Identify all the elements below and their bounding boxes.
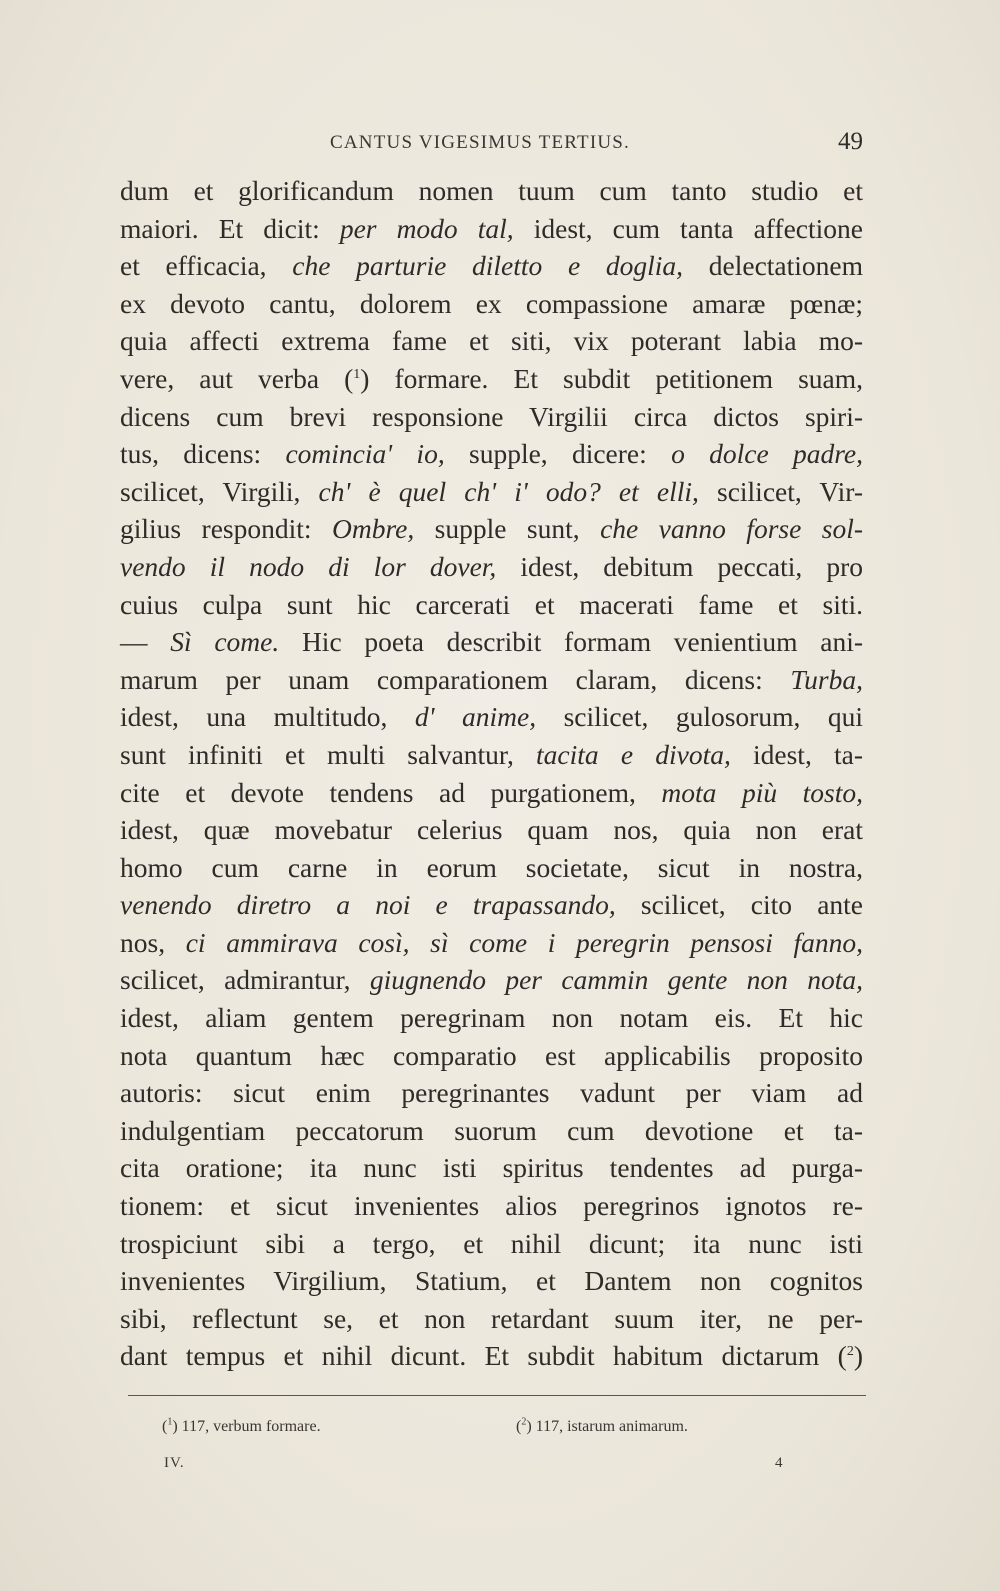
- text-line: maiori. Et dicit: per modo tal, idest, cum tanta affectione: [120, 212, 863, 244]
- text-line: homo cum carne in eorum societate, sicut in nostra,: [120, 851, 863, 883]
- footnote-ref: 2: [846, 1344, 854, 1360]
- text-line: autoris: sicut enim peregrinantes vadunt per viam ad: [120, 1077, 863, 1109]
- text-line: ex devoto cantu, dolorem ex compassione amaræ pœnæ;: [120, 287, 863, 319]
- text-line: vendo il nodo di lor dover, idest, debitum peccati, pro: [120, 550, 863, 582]
- text-line: nota quantum hæc comparatio est applicabilis proposito: [120, 1039, 863, 1071]
- text-line: quia affecti extrema fame et siti, vix poterant labia mo-: [120, 325, 863, 357]
- text-line: scilicet, admirantur, giugnendo per cammin gente non nota,: [120, 964, 863, 996]
- text-line: trospiciunt sibi a tergo, et nihil dicunt; ita nunc isti: [120, 1227, 863, 1259]
- text-line: gilius respondit: Ombre, supple sunt, che vanno forse sol-: [120, 513, 863, 545]
- text-line: nos, ci ammirava così, sì come i peregrin pensosi fanno,: [120, 926, 864, 958]
- gathering-signature: IV.: [164, 1455, 185, 1471]
- text-line: indulgentiam peccatorum suorum cum devotione et ta-: [120, 1114, 863, 1146]
- text-line: scilicet, Virgili, ch' è quel ch' i' odo? et elli, scilicet, Vir-: [120, 475, 863, 507]
- footnote-1: ($^1$) 117, verbum formare.: [162, 1416, 321, 1435]
- text-line: idest, quæ movebatur celerius quam nos, quia non erat: [120, 814, 863, 846]
- text-line: dum et glorificandum nomen tuum cum tanto studio et: [120, 175, 863, 206]
- footnote-divider: [128, 1395, 866, 1396]
- page-header: [120, 128, 863, 168]
- text-line: sunt infiniti et multi salvantur, tacita e divota, idest, ta-: [120, 738, 864, 770]
- text-line: — Sì come. Hic poeta describit formam venientium ani-: [120, 626, 864, 658]
- text-line: sibi, reflectunt se, et non retardant suum iter, ne per-: [120, 1302, 863, 1334]
- text-line: idest, una multitudo, d' anime, scilicet, gulosorum, qui: [120, 701, 863, 733]
- text-line: vere, aut verba ($^1$) formare. Et subdit petitionem suam,: [120, 362, 863, 394]
- text-line: dicens cum brevi responsione Virgilii circa dictos spiri-: [120, 400, 863, 432]
- page-number: 49: [838, 128, 863, 155]
- running-head: CANTUS VIGESIMUS TERTIUS.: [330, 132, 630, 153]
- text-line: et efficacia, che parturie diletto e doglia, delectationem: [120, 250, 864, 282]
- main-text: [120, 172, 863, 1375]
- text-line: marum per unam comparationem claram, dicens: Turba,: [120, 663, 863, 695]
- text-line: invenientes Virgilium, Statium, et Dantem non cognitos: [120, 1265, 863, 1297]
- text-line: idest, aliam gentem peregrinam non notam eis. Et hic: [120, 1002, 863, 1034]
- text-line: cite et devote tendens ad purgationem, mota più tosto,: [120, 776, 864, 808]
- text-line: dant tempus et nihil dicunt. Et subdit habitum dictarum ($^2$): [120, 1340, 863, 1372]
- text-line: venendo diretro a noi e trapassando, scilicet, cito ante: [120, 889, 864, 921]
- text-line: tus, dicens: comincia' io, supple, dicere: o dolce padre,: [120, 438, 863, 470]
- footnote-ref: 1: [353, 366, 361, 382]
- text-line: cita oratione; ita nunc isti spiritus tendentes ad purga-: [120, 1152, 863, 1184]
- text-line: cuius culpa sunt hic carcerati et macerati fame et siti.: [120, 588, 863, 620]
- footnote-2: ($^2$) 117, istarum animarum.: [516, 1416, 688, 1435]
- text-line: tionem: et sicut invenientes alios peregrinos ignotos re-: [120, 1190, 863, 1222]
- sheet-number: 4: [775, 1455, 783, 1471]
